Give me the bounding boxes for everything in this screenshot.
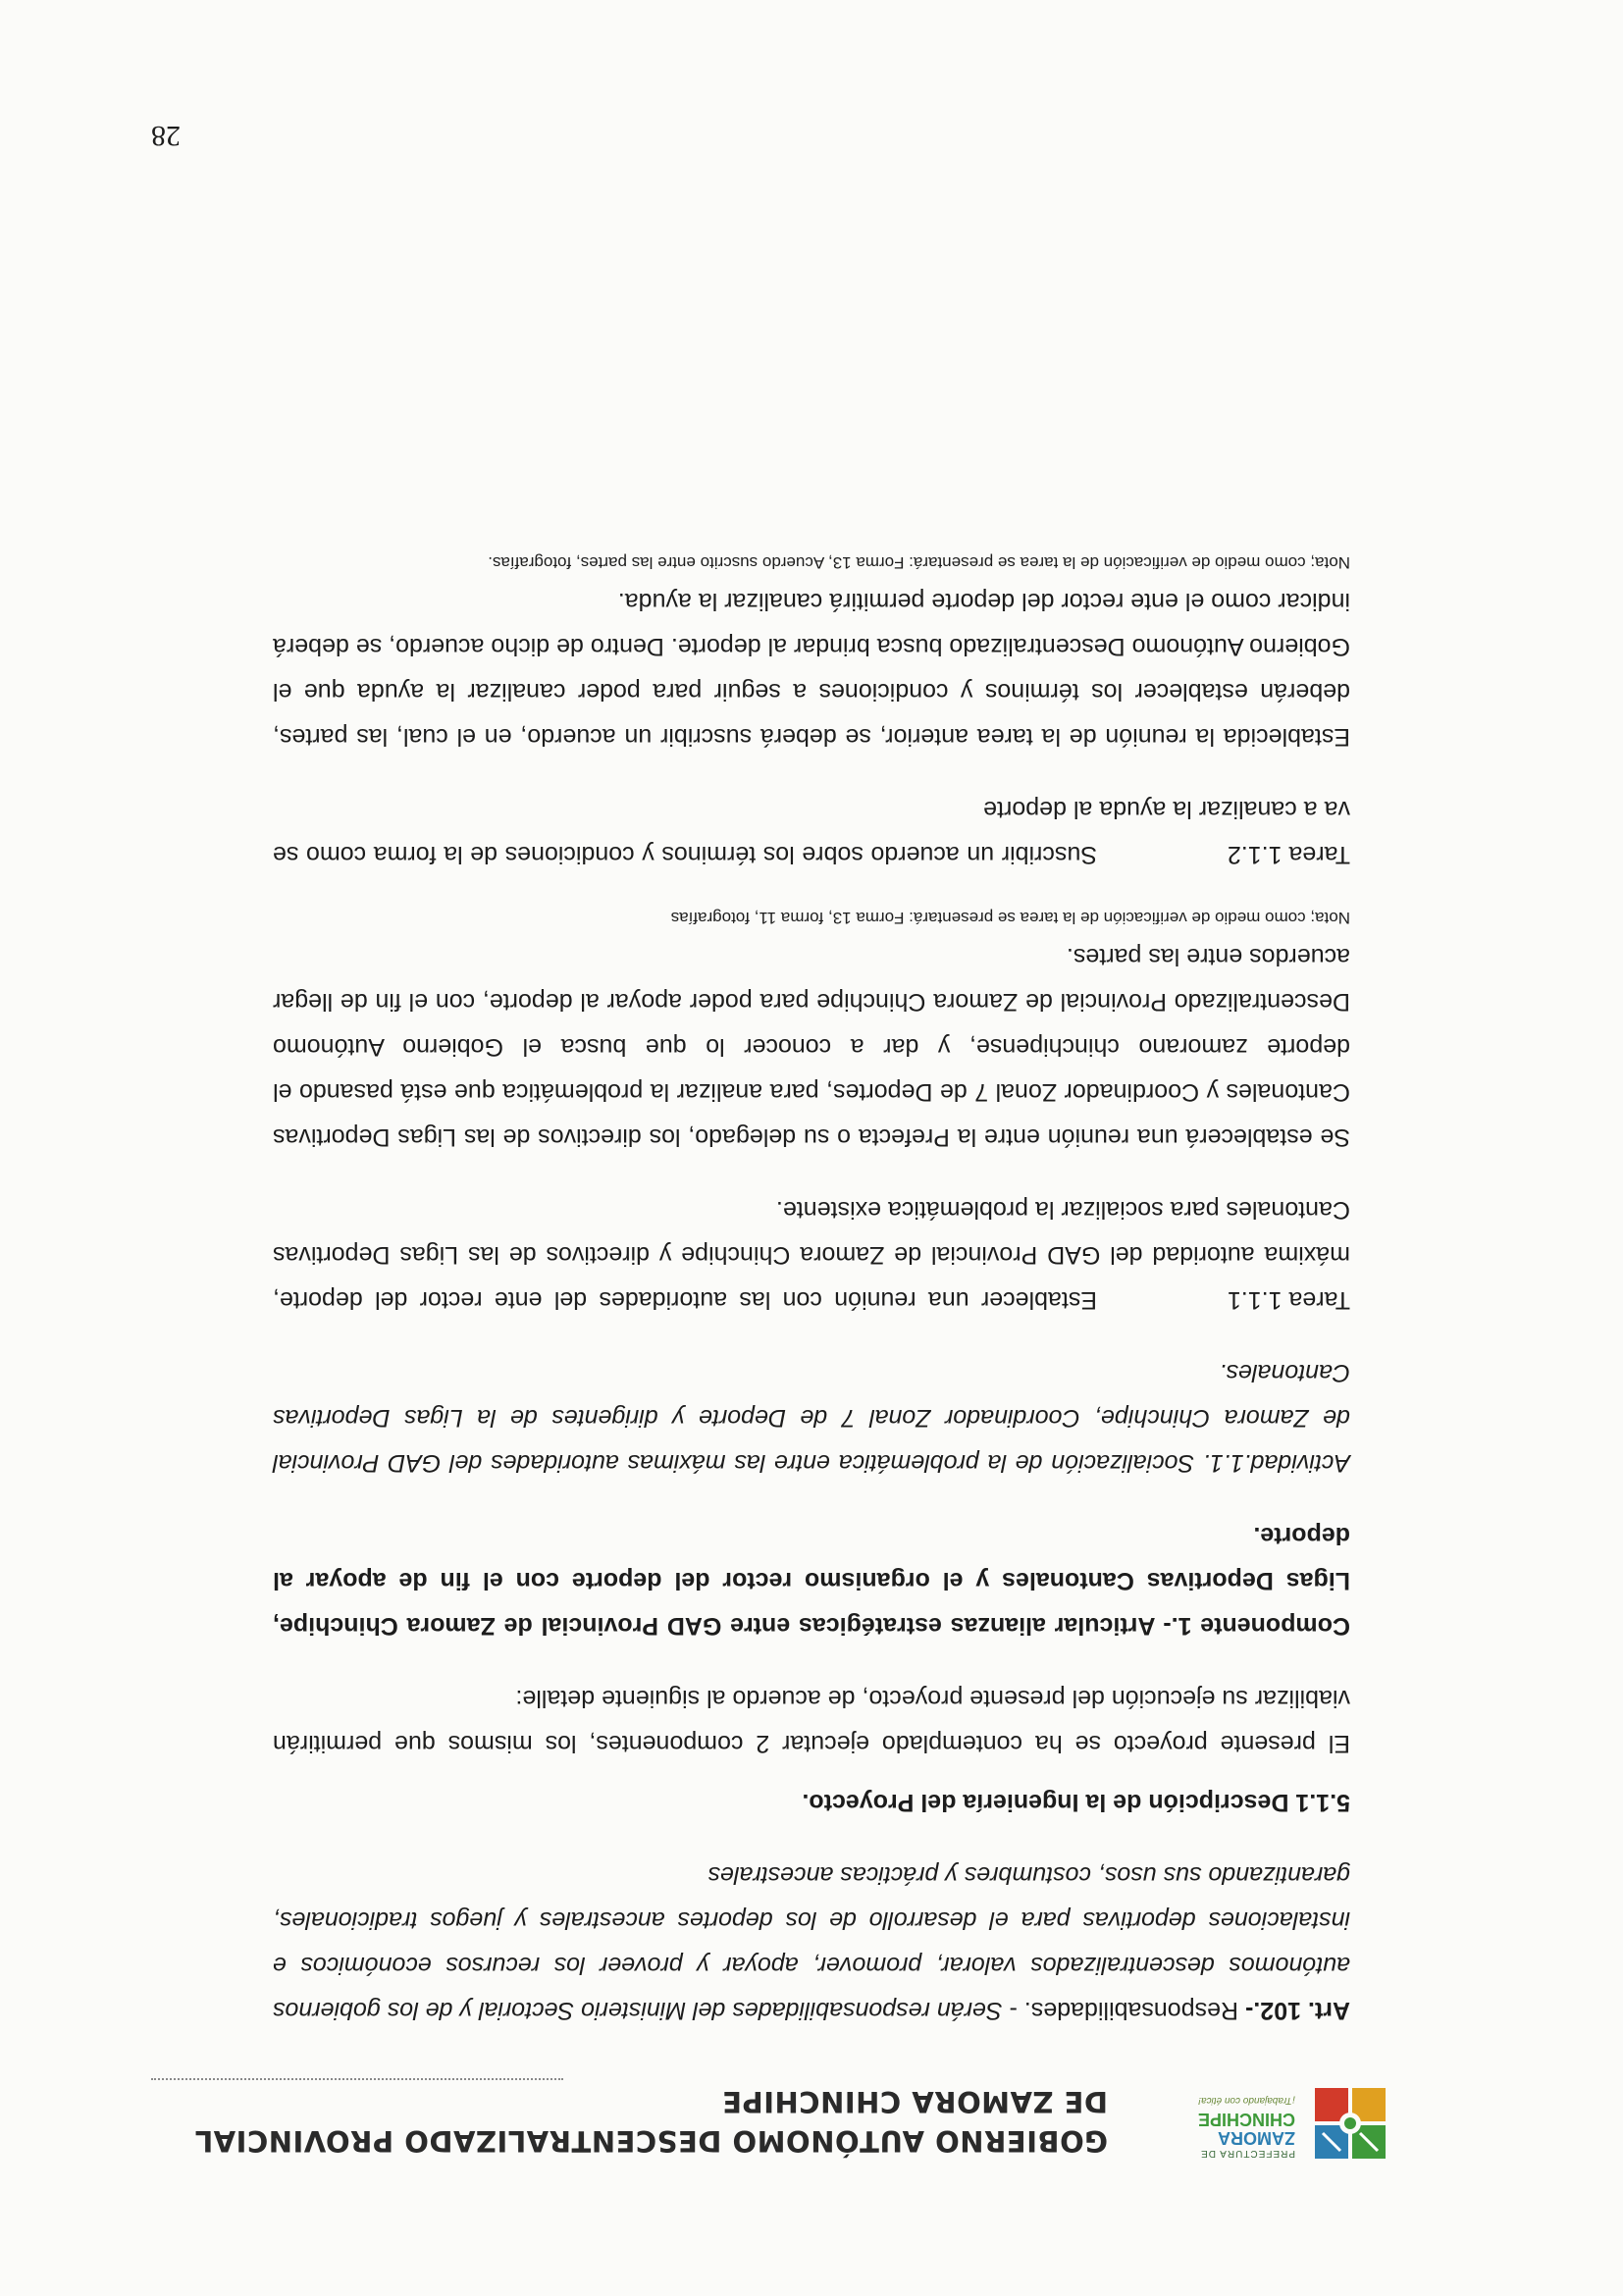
verification-note-2: Nota; como medio de verificación de la tarea se presentará: Forma 13, Acuerdo suscrito entre las partes, fotografías.	[488, 553, 1350, 572]
header-divider	[151, 2078, 563, 2080]
prefectura-emblem-icon	[1303, 2084, 1387, 2168]
logo-name	[1198, 2110, 1295, 2147]
task-1-paragraph	[273, 1187, 1350, 1323]
page-header	[161, 2051, 1387, 2168]
organization-title	[146, 2082, 1108, 2161]
task-1-text: Establecer una reunión con las autoridades del ente rector del deporte, máxima autoridad del GAD Provincial de Zamora Chinchipe y directivos de las Ligas Deportivas Cantonales para socializar la problemática existente.	[273, 1196, 1350, 1314]
article-paragraph	[273, 1852, 1350, 2033]
task-2-label: Tarea 1.1.2	[1227, 841, 1350, 868]
intro-paragraph: El presente proyecto se ha contemplado ejecutar 2 componentes, los mismos que permitirán viabilizar su ejecución del presente proyecto, de acuerdo al siguiente detalle:	[273, 1685, 1350, 1757]
page-body	[273, 549, 1350, 2033]
section-title: 5.1.1 Descripción de la Ingeniería del Proyecto.	[802, 1789, 1350, 1816]
task-2-paragraph	[273, 787, 1350, 877]
task-1-label: Tarea 1.1.1	[1227, 1286, 1350, 1314]
component-heading: Componente 1.- Articular alianzas estratégicas entre GAD Provincial de Zamora Chinchipe, Ligas Deportivas Cantonales y el organismo rector del deporte con el fin de apoyar al deporte.	[273, 1522, 1350, 1640]
agreement-paragraph: Establecida la reunión de la tarea anterior, se deberá suscribir un acuerdo, en el cual, las partes, deberán establecer los términos y condiciones a seguir para poder canalizar la ayuda que el Gobierno Autónomo Descentralizado busca brindar al deporte. Dentro de dicho acuerdo, se deberá indicar como el ente rector del deporte permitirá canalizar la ayuda.	[273, 588, 1350, 751]
prefectura-logo	[1191, 2061, 1387, 2168]
task-2-text: Suscribir un acuerdo sobre los términos y condiciones de la forma como se va a canalizar la ayuda al deporte	[273, 796, 1350, 868]
logo-name-line2: CHINCHIPE	[1197, 2110, 1295, 2129]
page-number: 28	[151, 120, 181, 152]
organization-title-line1: GOBIERNO AUTÓNOMO DESCENTRALIZADO PROVINCIAL	[194, 2124, 1108, 2158]
article-text: Serán responsabilidades del Ministerio Sectorial y de los gobiernos autónomos descentralizados valorar, promover, apoyar y proveer los recursos económicos e instalaciones deportivas para el desarrollo de los deportes ancestrales y juegos tradicionales, garantizando sus usos, costumbres y prácticas ancestrales	[273, 1861, 1350, 2024]
logo-prefix: PREFECTURA DE	[1200, 2148, 1295, 2159]
organization-title-line2: DE ZAMORA CHINCHIPE	[721, 2085, 1108, 2118]
logo-name-line1: ZAMORA	[1218, 2128, 1295, 2148]
meeting-paragraph: Se establecerá una reunión entre la Prefecta o su delegado, los directivos de las Ligas Deportivas Cantonales y Coordinador Zonal 7 de Deportes, para analizar la problemática que está pasando el deporte zamorano chinchipense, y dar a conocer lo que busca el Gobierno Autónomo Descentralizado Provincial de Zamora Chinchipe para poder apoyar al deporte, con el fin de llegar acuerdos entre las partes.	[273, 943, 1350, 1151]
article-ref: Art. 102.-	[1245, 1997, 1350, 2024]
verification-note-1: Nota; como medio de verificación de la tarea se presentará: Forma 13, forma 11, fotografías	[670, 909, 1350, 927]
activity-heading: Actividad.1.1. Socialización de la problemática entre las máximas autoridades del GAD Provincial de Zamora Chinchipe, Coordinador Zonal 7 de Deporte y dirigentes de la Ligas Deportivas Cantonales.	[273, 1359, 1350, 1477]
article-heading: Responsabilidades. -	[1009, 1997, 1245, 2024]
logo-slogan: ¡Trabajando con ética!	[1198, 2095, 1295, 2106]
